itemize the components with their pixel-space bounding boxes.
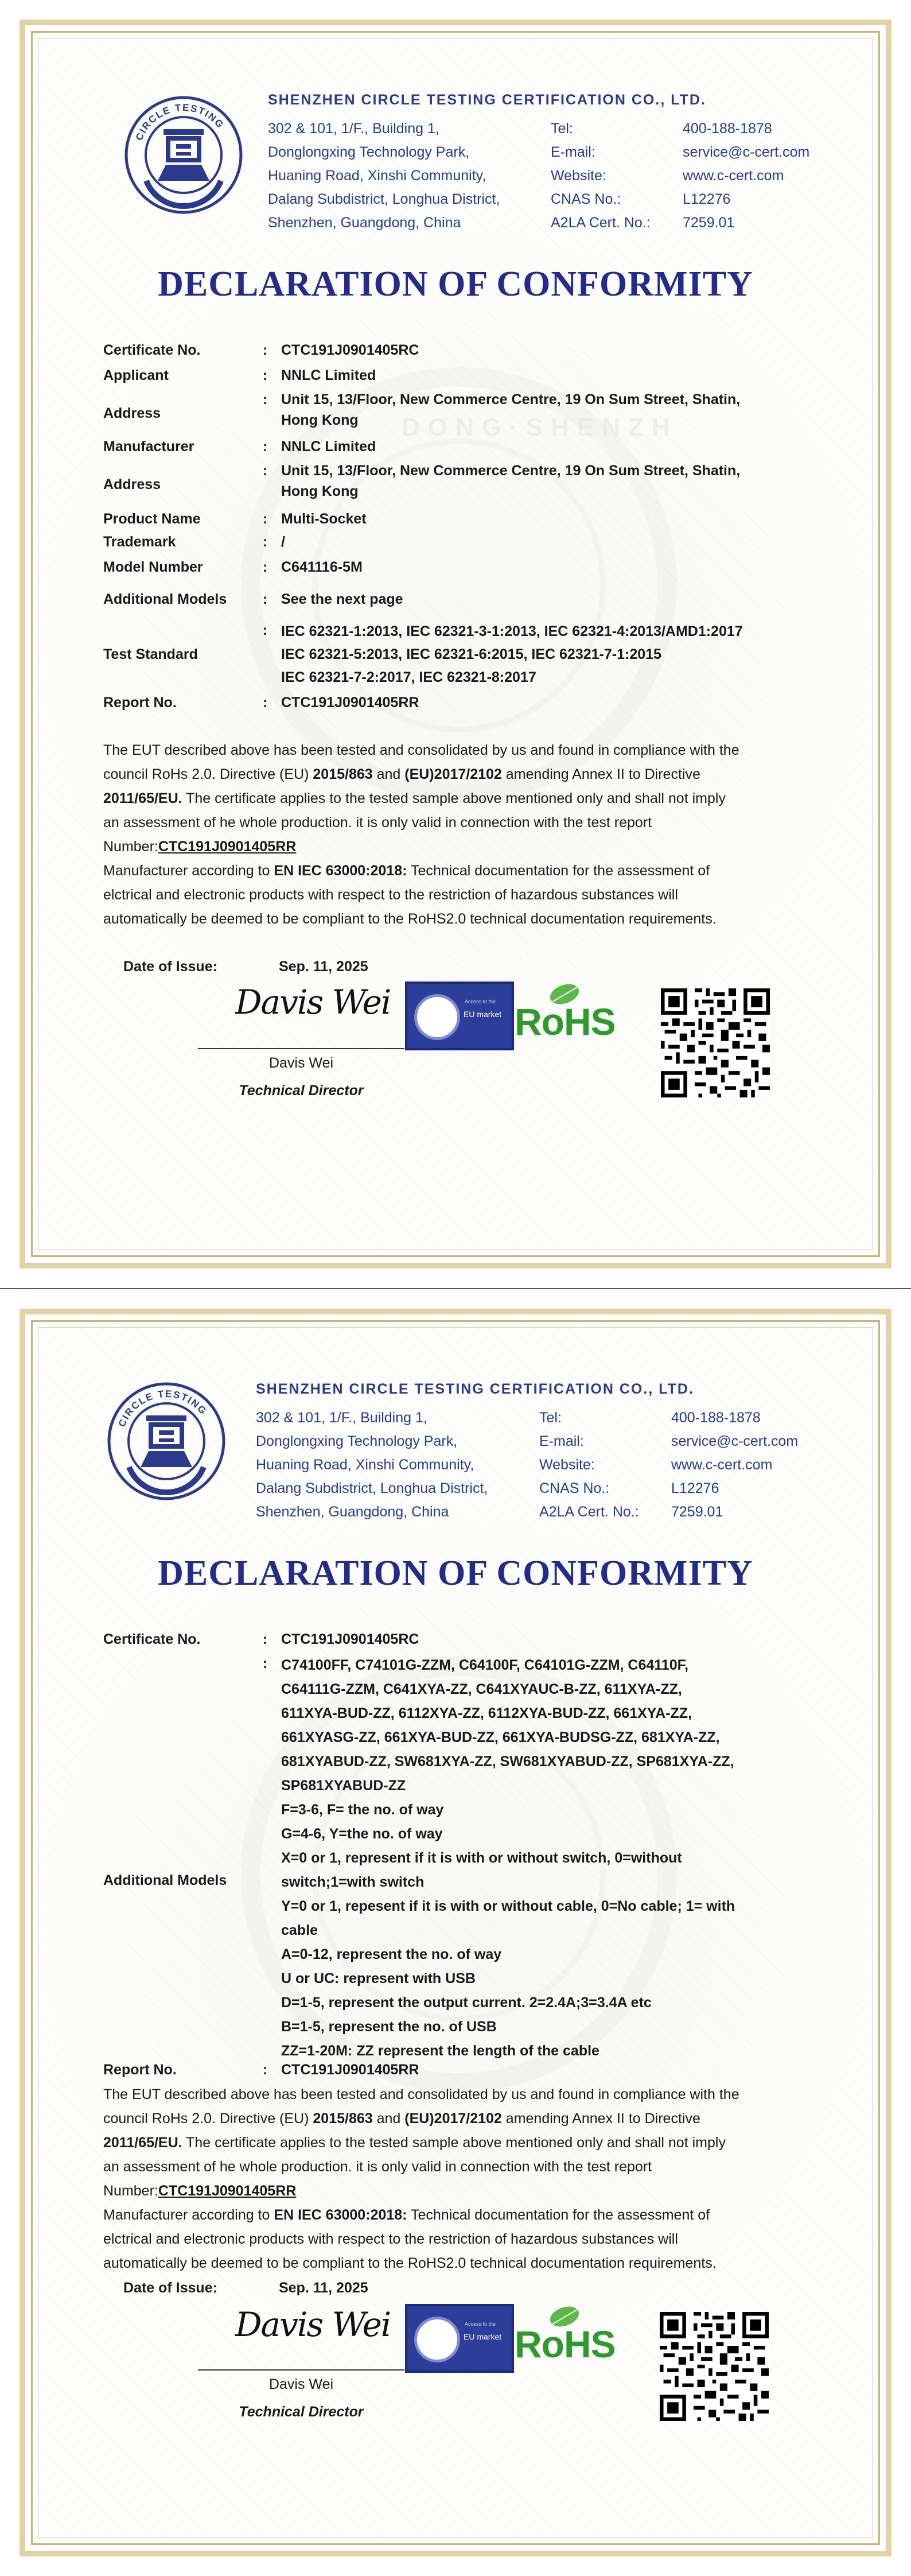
svg-text:CIRCLE TESTING: CIRCLE TESTING	[116, 1388, 209, 1429]
signature-line	[198, 2369, 404, 2371]
model-line: 661XYASG-ZZ, 661XYA-BUD-ZZ, 661XYA-BUDSG-ZZ, 681XYA-ZZ,	[281, 1729, 720, 1745]
model-line: cable	[281, 1922, 318, 1938]
certificate-page-2: CIRCLE TESTING SHENZHEN CIRCLE TESTING CERTIFICATION CO., LTD. 302 & 101, 1/F., Building 1, Donglongxing Technology Park, Huaning Road, Xinshi Community, Dalang Subdistrict, Longhua District, Shenzhen, Guangdong, China Tel: 400-188-1878 E-mail: service@c-cert.com Website: www.c-cert.com CNAS No.: L12276 A2LA Cert. No.: 7259.01 DECLARATION OF CONFORMITY Certificate No. : CTC191J0901405RC Additional Models : C74100FF, C74101G-ZZM, C64100F, C64101G-ZZM, C64110F, C64111G-ZZM, C641XYA-ZZ, C641XYAUC-B-ZZ, 611XYA-ZZ, 611XYA-BUD-ZZ, 6112XYA-ZZ, 6112XYA-BUD-ZZ, 661XYA-ZZ, 661XYASG-ZZ, 661XYA-BUD-ZZ, 661XYA-BUDSG-ZZ, 681XYA-ZZ, 681XYABUD-ZZ, SW681XYA-ZZ, SW681XYABUD-ZZ, SP681XYA-ZZ, SP681XYABUD-ZZ F=3-6, F= the no. of way G=4-6, Y=the no. of way X=0 or 1, represent if it is with or without switch, 0=without switch;1=with switch Y=0 or 1, repesent if it is with or without cable, 0=No cable; 1= with cable A=0-12, represent the no. of way U or UC: represent with USB D=1-5, represent the output current. 2=2.4A;3=3.4A etc B=1-5, represent the no. of USB ZZ=1-20M: ZZ represent the length of the cable Report No. : CTC191J0901405RR The EUT described above has been tested and consolidated by us and found in compliance with the council RoHs 2.0. Directive (EU) 2015/863 and (EU)2017/2102 amending Annex II to Directive 2011/65/EU. The certificate applies to the tested sample above mentioned only and shall not imply an assessment of he whole production. it is only valid in connection with the test report Number:CTC191J0901405RR Manufacturer according to EN IEC 63000:2018: Technical documentation for the assessment of elctrical and electronic products with respect to the restriction of hazardous substances will automatically be deemed to be compliant to the RoHS2.0 technical documentation requirements. Date of Issue: Sep. 11, 2025 Davis Wei Davis Wei Technical Director Access to the EU market RoHS	[0, 1288, 911, 2576]
qr-code	[660, 2312, 769, 2421]
rohs-logo: RoHS	[515, 2323, 616, 2365]
date-of-issue-value: Sep. 11, 2025	[279, 959, 368, 975]
model-line: C64111G-ZZM, C641XYA-ZZ, C641XYAUC-B-ZZ, 611XYA-ZZ,	[281, 1681, 682, 1697]
report-number-link: CTC191J0901405RR	[158, 839, 297, 855]
model-line: A=0-12, represent the no. of way	[281, 1946, 502, 1962]
address-line: 302 & 101, 1/F., Building 1,	[256, 1410, 427, 1426]
model-line: SP681XYABUD-ZZ	[281, 1778, 406, 1794]
company-logo	[106, 1381, 227, 1502]
model-line: ZZ=1-20M: ZZ represent the length of the cable	[281, 2043, 599, 2059]
report-number-link: CTC191J0901405RR	[158, 2183, 297, 2199]
model-line: G=4-6, Y=the no. of way	[281, 1826, 443, 1842]
company-name: SHENZHEN CIRCLE TESTING CERTIFICATION CO., LTD.	[268, 92, 706, 108]
date-of-issue-label: Date of Issue:	[123, 959, 217, 975]
date-of-issue-label: Date of Issue:	[123, 2280, 217, 2296]
eu-badge-icon	[414, 2317, 460, 2362]
address-line: Huaning Road, Xinshi Community,	[256, 1457, 474, 1473]
company-name: SHENZHEN CIRCLE TESTING CERTIFICATION CO., LTD.	[256, 1381, 694, 1397]
signatory-name: Davis Wei	[268, 2376, 334, 2392]
rohs-logo: RoHS	[515, 1000, 616, 1043]
model-line: B=1-5, represent the no. of USB	[281, 2019, 497, 2035]
model-line: Y=0 or 1, repesent if it is with or without cable, 0=No cable; 1= with	[281, 1898, 735, 1914]
address-line: 302 & 101, 1/F., Building 1,	[268, 121, 439, 137]
address-line: Dalang Subdistrict, Longhua District,	[256, 1480, 488, 1496]
address-line: Huaning Road, Xinshi Community,	[268, 168, 486, 184]
watermark-text: DONG·SHENZH	[402, 413, 678, 441]
eu-badge-icon	[414, 994, 460, 1040]
signatory-title: Technical Director	[239, 2404, 364, 2420]
signatory-title: Technical Director	[239, 1083, 364, 1099]
address-line: Shenzhen, Guangdong, China	[256, 1504, 449, 1520]
date-of-issue-value: Sep. 11, 2025	[279, 2280, 368, 2296]
model-line: switch;1=with switch	[281, 1874, 425, 1890]
model-line: 681XYABUD-ZZ, SW681XYA-ZZ, SW681XYABUD-ZZ, SP681XYA-ZZ,	[281, 1753, 734, 1770]
eu-market-badge: Access to the EU market	[405, 2304, 514, 2373]
signature-line	[198, 1048, 404, 1049]
model-line: F=3-6, F= the no. of way	[281, 1802, 444, 1818]
svg-text:CIRCLE TESTING: CIRCLE TESTING	[133, 102, 227, 142]
model-line: D=1-5, represent the output current. 2=2.4A;3=3.4A etc	[281, 1995, 652, 2011]
model-line: C74100FF, C74101G-ZZM, C64100F, C64101G-ZZM, C64110F,	[281, 1657, 689, 1673]
company-logo	[123, 95, 244, 215]
model-line: 611XYA-BUD-ZZ, 6112XYA-ZZ, 6112XYA-BUD-ZZ, 661XYA-ZZ,	[281, 1705, 692, 1721]
additional-models-list	[281, 1653, 843, 2063]
certificate-page-1: DONG·SHENZH CIRCLE TESTING SHENZHEN CIRCLE TESTING CERTIFICATION CO., LTD. 302 & 101, 1/F., Building 1, Donglongxing Technology Park, Huaning Road, Xinshi Community, Dalang Subdistrict, Longhua District, Shenzhen, Guangdong, China Tel: 400-188-1878 E-mail: service@c-cert.com Website: www.c-cert.com CNAS No.: L12276 A2LA Cert. No.: 7259.01 DECLARATION OF CONFORMITY Certificate No. : CTC191J0901405RC Applicant : NNLC Limited Address : Unit 15, 13/Floor, New Commerce Centre, 19 On Sum Street, Shatin, Hong Kong Manufacturer : NNLC Limited Address : Unit 15, 13/Floor, New Commerce Centre, 19 On Sum Street, Shatin, Hong Kong Product Name : Multi-Socket Trademark : / Model Number : C641116-5M Additional Models : See the next page Test Standard : IEC 62321-1:2013, IEC 62321-3-1:2013, IEC 62321-4:2013/AMD1:2017 IEC 62321-5:2013, IEC 62321-6:2015, IEC 62321-7-1:2015 IEC 62321-7-2:2017, IEC 62321-8:2017 Report No. : CTC191J0901405RR The EUT described above has been tested and consolidated by us and found in compliance with the council RoHs 2.0. Directive (EU) 2015/863 and (EU)2017/2102 amending Annex II to Directive 2011/65/EU. The certificate applies to the tested sample above mentioned only and shall not imply an assessment of he whole production. it is only valid in connection with the test report Number:CTC191J0901405RR Manufacturer according to EN IEC 63000:2018: Technical documentation for the assessment of elctrical and electronic products with respect to the restriction of hazardous substances will automatically be deemed to be compliant to the RoHS2.0 technical documentation requirements. Date of Issue: Sep. 11, 2025 Davis Wei Davis Wei Technical Director Access to the EU market RoHS	[0, 0, 911, 1288]
compliance-statement: The EUT described above has been tested and consolidated by us and found in compliance with the council RoHs 2.0. Directive (EU) 2015/863 and (EU)2017/2102 amending Annex II to Directive 2011/65/EU. The certificate applies to the tested sample above mentioned only and shall not imply an assessment of he whole production. it is only valid in connection with the test report Number:CTC191J0901405RR Manufacturer according to EN IEC 63000:2018: Technical documentation for the assessment of elctrical and electronic products with respect to the restriction of hazardous substances will automatically be deemed to be compliant to the RoHS2.0 technical documentation requirements.	[103, 2086, 739, 2271]
address-line: Donglongxing Technology Park,	[268, 144, 470, 160]
address-line: Donglongxing Technology Park,	[256, 1433, 458, 1449]
document-title: DECLARATION OF CONFORMITY	[158, 265, 753, 304]
compliance-statement: The EUT described above has been tested and consolidated by us and found in compliance with the council RoHs 2.0. Directive (EU) 2015/863 and (EU)2017/2102 amending Annex II to Directive 2011/65/EU. The certificate applies to the tested sample above mentioned only and shall not imply an assessment of he whole production. it is only valid in connection with the test report Number:CTC191J0901405RR Manufacturer according to EN IEC 63000:2018: Technical documentation for the assessment of elctrical and electronic products with respect to the restriction of hazardous substances will automatically be deemed to be compliant to the RoHS2.0 technical documentation requirements.	[103, 742, 739, 927]
address-line: Dalang Subdistrict, Longhua District,	[268, 191, 500, 207]
handwritten-signature: Davis Wei	[235, 2305, 391, 2344]
model-line: X=0 or 1, represent if it is with or without switch, 0=without	[281, 1850, 682, 1866]
eu-market-badge: Access to the EU market	[405, 981, 514, 1050]
document-title: DECLARATION OF CONFORMITY	[158, 1554, 753, 1593]
company-address	[268, 117, 500, 235]
qr-code	[661, 988, 770, 1097]
company-address	[256, 1406, 488, 1524]
signatory-name: Davis Wei	[268, 1055, 334, 1071]
address-line: Shenzhen, Guangdong, China	[268, 215, 461, 231]
handwritten-signature: Davis Wei	[235, 983, 391, 1022]
model-line: U or UC: represent with USB	[281, 1970, 476, 1987]
